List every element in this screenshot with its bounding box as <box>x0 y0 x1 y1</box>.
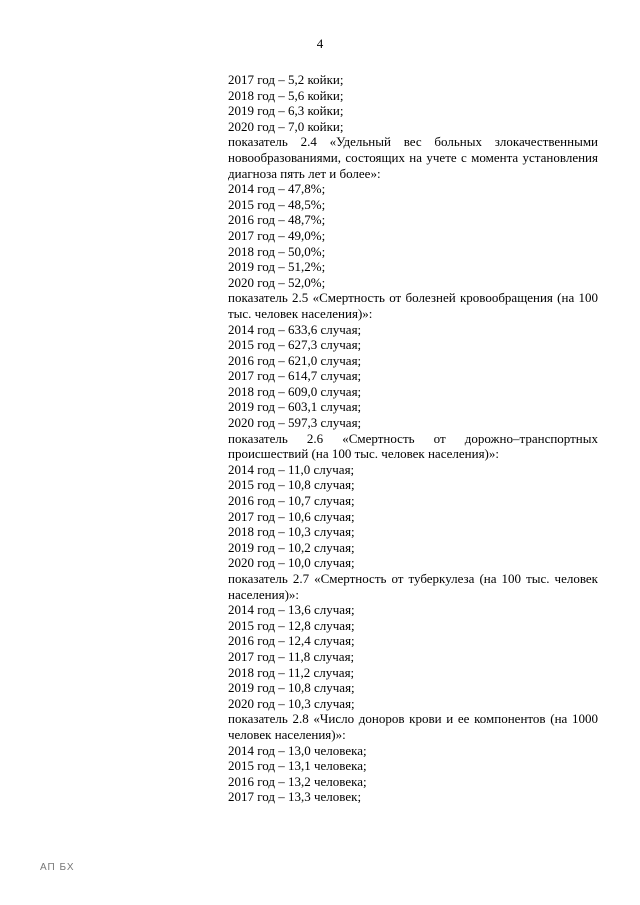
year-value-line: 2017 год – 13,3 человек; <box>228 789 362 805</box>
year-value-line: 2015 год – 627,3 случая; <box>228 337 362 353</box>
year-value-line: 2020 год – 10,0 случая; <box>228 555 355 571</box>
year-value-line: 2016 год – 621,0 случая; <box>228 352 362 368</box>
year-value-line: 2018 год – 10,3 случая; <box>228 524 355 540</box>
year-value-line: 2016 год – 13,2 человека; <box>228 773 367 789</box>
page-number: 4 <box>316 36 324 51</box>
indicator-paragraph: показатель 2.6 «Смертность от дорожно–транспортных происшествий (на 100 тыс. человек населения)»: <box>228 430 598 462</box>
year-value-line: 2018 год – 50,0%; <box>228 243 326 259</box>
indicator-paragraph: показатель 2.7 «Смертность от туберкулеза (на 100 тыс. человек населения)»: <box>228 571 598 602</box>
year-value-line: 2014 год – 13,6 случая; <box>228 602 355 618</box>
year-value-line: 2017 год – 5,2 койки; <box>228 72 344 87</box>
document-body <box>228 72 598 805</box>
year-value-line: 2017 год – 614,7 случая; <box>228 368 362 384</box>
year-value-line: 2020 год – 10,3 случая; <box>228 695 355 711</box>
year-value-line: 2018 год – 11,2 случая; <box>228 664 355 680</box>
year-value-line: 2019 год – 6,3 койки; <box>228 103 344 119</box>
year-value-line: 2016 год – 48,7%; <box>228 212 326 228</box>
year-value-line: 2017 год – 10,6 случая; <box>228 508 355 524</box>
year-value-line: 2018 год – 5,6 койки; <box>228 87 344 103</box>
year-value-line: 2020 год – 597,3 случая; <box>228 415 362 431</box>
year-value-line: 2015 год – 10,8 случая; <box>228 477 355 493</box>
year-value-line: 2017 год – 11,8 случая; <box>228 648 355 664</box>
indicator-paragraph: показатель 2.4 «Удельный вес больных злокачественными новообразованиями, состоящих на учете с момента установления диагноза пять лет и более»: <box>228 134 598 181</box>
year-value-line: 2018 год – 609,0 случая; <box>228 383 362 399</box>
indicator-paragraph: показатель 2.8 «Число доноров крови и ее компонентов (на 1000 человек населения)»: <box>228 711 598 742</box>
year-value-line: 2019 год – 10,2 случая; <box>228 539 355 555</box>
year-value-line: 2019 год – 603,1 случая; <box>228 399 362 415</box>
footer-code: АП БХ <box>40 862 75 873</box>
year-value-line: 2014 год – 13,0 человека; <box>228 742 367 758</box>
year-value-line: 2014 год – 47,8%; <box>228 181 326 197</box>
indicator-paragraph: показатель 2.5 «Смертность от болезней кровообращения (на 100 тыс. человек населения)»: <box>228 290 598 321</box>
year-value-line: 2019 год – 10,8 случая; <box>228 680 355 696</box>
year-value-line: 2015 год – 12,8 случая; <box>228 617 355 633</box>
year-value-line: 2015 год – 13,1 человека; <box>228 758 367 774</box>
year-value-line: 2016 год – 12,4 случая; <box>228 633 355 649</box>
year-value-line: 2015 год – 48,5%; <box>228 196 326 212</box>
year-value-line: 2014 год – 633,6 случая; <box>228 321 362 337</box>
year-value-line: 2014 год – 11,0 случая; <box>228 461 355 477</box>
year-value-line: 2020 год – 52,0%; <box>228 274 326 290</box>
year-value-line: 2019 год – 51,2%; <box>228 259 326 275</box>
year-value-line: 2016 год – 10,7 случая; <box>228 493 355 509</box>
year-value-line: 2017 год – 49,0%; <box>228 227 326 243</box>
year-value-line: 2020 год – 7,0 койки; <box>228 118 344 134</box>
